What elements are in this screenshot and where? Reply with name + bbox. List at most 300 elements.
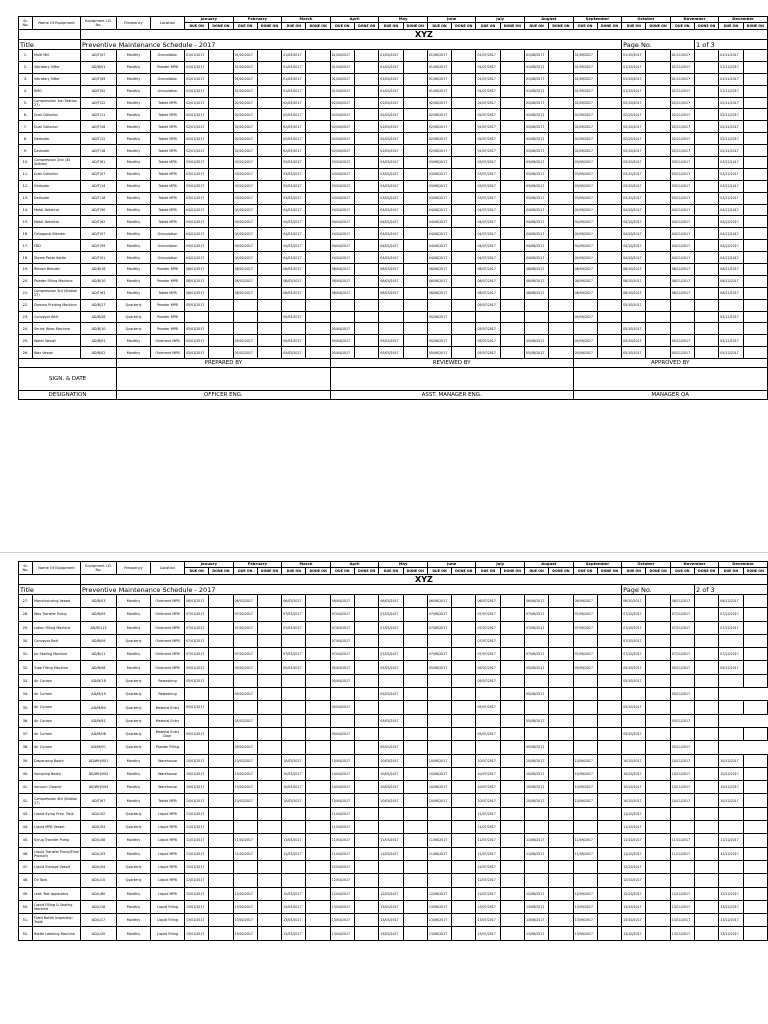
- due-on-date: 05/07/2017: [476, 335, 500, 347]
- done-on-date: [500, 109, 524, 121]
- due-on-date: 08/01/2017: [185, 275, 209, 287]
- due-on-date: 05/06/2017: [427, 347, 451, 359]
- col-frequency: Frequency: [117, 17, 151, 30]
- done-on-date: [403, 860, 427, 873]
- equipment-id: AD/B/02: [81, 347, 117, 359]
- done-on-header: DONE ON: [306, 23, 330, 30]
- done-on-date: [257, 73, 281, 85]
- month-header: May: [379, 17, 428, 23]
- due-on-date: 02/04/2017: [330, 121, 354, 133]
- due-on-date: 02/11/2017: [670, 109, 694, 121]
- due-on-header: DUE ON: [233, 568, 257, 575]
- done-on-date: [403, 887, 427, 900]
- due-on-date: 04/09/2017: [573, 240, 597, 252]
- done-on-date: [695, 323, 719, 335]
- frequency: Monthly: [117, 927, 151, 940]
- done-on-date: [306, 900, 330, 913]
- done-on-date: [500, 216, 524, 228]
- done-on-date: [646, 648, 670, 661]
- table-row: [19, 794, 768, 807]
- due-on-date: 08/04/2017: [330, 275, 354, 287]
- done-on-date: [597, 311, 621, 323]
- table-row: [19, 204, 768, 216]
- due-on-date: 10/03/2017: [282, 781, 306, 794]
- done-on-date: [209, 192, 233, 204]
- due-on-date: [719, 701, 743, 714]
- done-on-date: [500, 887, 524, 900]
- done-on-date: [257, 109, 281, 121]
- due-on-date: 02/03/2017: [282, 97, 306, 109]
- table-row: [19, 97, 768, 109]
- due-on-date: 10/03/2017: [282, 794, 306, 807]
- due-on-date: 02/06/2017: [427, 145, 451, 157]
- due-on-date: 04/10/2017: [622, 252, 646, 264]
- done-on-date: [355, 335, 379, 347]
- month-header: June: [427, 17, 476, 23]
- due-on-date: [476, 714, 500, 727]
- done-on-date: [306, 168, 330, 180]
- due-on-date: 13/02/2017: [233, 900, 257, 913]
- due-on-date: 05/09/2017: [573, 311, 597, 323]
- due-on-date: 03/05/2017: [379, 168, 403, 180]
- due-on-date: 06/11/2017: [670, 595, 694, 608]
- due-on-date: 13/03/2017: [282, 927, 306, 940]
- table-row: [19, 168, 768, 180]
- due-on-date: 03/07/2017: [476, 192, 500, 204]
- due-on-date: 10/07/2017: [476, 754, 500, 767]
- due-on-date: 13/09/2017: [573, 900, 597, 913]
- due-on-date: 07/03/2017: [282, 621, 306, 634]
- due-on-date: 01/05/2017: [379, 61, 403, 73]
- done-on-date: [306, 714, 330, 727]
- due-on-date: 12/11/2017: [670, 887, 694, 900]
- frequency: Monthly: [117, 264, 151, 276]
- done-on-date: [257, 927, 281, 940]
- due-on-date: [427, 688, 451, 701]
- due-on-date: 08/10/2017: [622, 275, 646, 287]
- due-on-date: 01/11/2017: [670, 85, 694, 97]
- due-on-date: [379, 807, 403, 820]
- done-on-date: [403, 847, 427, 860]
- month-header: February: [233, 562, 282, 568]
- done-on-date: [743, 61, 767, 73]
- location: Rewashing: [151, 688, 185, 701]
- col-id: Equipment I.D. No.: [81, 17, 117, 30]
- done-on-date: [597, 252, 621, 264]
- done-on-date: [209, 595, 233, 608]
- sr-no: 41.: [19, 781, 33, 794]
- done-on-date: [549, 794, 573, 807]
- due-on-date: 05/09/2017: [573, 347, 597, 359]
- done-on-date: [257, 741, 281, 754]
- due-on-date: 10/06/2017: [427, 754, 451, 767]
- due-on-date: [330, 741, 354, 754]
- done-on-date: [452, 874, 476, 887]
- done-on-date: [743, 145, 767, 157]
- due-on-date: 03/02/2017: [233, 157, 257, 169]
- done-on-header: DONE ON: [743, 568, 767, 575]
- equipment-id: AD/B/28: [81, 311, 117, 323]
- due-on-date: 05/11/2017: [670, 688, 694, 701]
- due-on-date: 13/03/2017: [282, 900, 306, 913]
- due-on-date: [282, 323, 306, 335]
- due-on-date: 01/08/2017: [525, 85, 549, 97]
- equipment-name: Metal Detector: [33, 216, 81, 228]
- done-on-date: [452, 608, 476, 621]
- due-on-date: 01/06/2017: [427, 61, 451, 73]
- done-on-date: [549, 860, 573, 873]
- due-on-date: 11/04/2017: [330, 834, 354, 847]
- done-on-date: [209, 97, 233, 109]
- done-on-date: [500, 794, 524, 807]
- done-on-date: [452, 914, 476, 927]
- due-on-date: [573, 674, 597, 687]
- done-on-date: [743, 767, 767, 780]
- done-on-date: [452, 109, 476, 121]
- due-on-date: 03/07/2017: [476, 180, 500, 192]
- done-on-date: [355, 794, 379, 807]
- done-on-header: DONE ON: [695, 568, 719, 575]
- done-on-date: [743, 133, 767, 145]
- done-on-date: [597, 204, 621, 216]
- done-on-date: [403, 595, 427, 608]
- done-on-date: [695, 794, 719, 807]
- due-on-date: [670, 311, 694, 323]
- done-on-date: [403, 252, 427, 264]
- equipment-name: FBD: [33, 240, 81, 252]
- due-on-date: [573, 701, 597, 714]
- done-on-date: [597, 180, 621, 192]
- due-on-date: 03/09/2017: [573, 180, 597, 192]
- due-on-date: 03/06/2017: [427, 157, 451, 169]
- due-on-date: 03/10/2017: [622, 168, 646, 180]
- due-on-date: 07/03/2017: [282, 608, 306, 621]
- due-on-date: 11/11/2017: [670, 834, 694, 847]
- reviewed-by: REVIEWED BY: [330, 359, 573, 368]
- due-on-date: 05/12/2017: [719, 661, 743, 674]
- done-on-date: [500, 648, 524, 661]
- done-on-date: [500, 85, 524, 97]
- due-on-date: [670, 860, 694, 873]
- equipment-id: AD/M/80: [81, 701, 117, 714]
- due-on-date: 11/02/2017: [233, 834, 257, 847]
- done-on-header: DONE ON: [355, 568, 379, 575]
- due-on-header: DUE ON: [476, 23, 500, 30]
- due-on-date: 08/10/2017: [622, 287, 646, 299]
- due-on-date: 12/10/2017: [622, 860, 646, 873]
- done-on-date: [549, 887, 573, 900]
- prepared-by: PREPARED BY: [117, 359, 331, 368]
- due-on-date: 02/10/2017: [622, 145, 646, 157]
- sr-no: 51.: [19, 914, 33, 927]
- done-on-date: [306, 621, 330, 634]
- due-on-date: 02/05/2017: [379, 121, 403, 133]
- done-on-date: [403, 299, 427, 311]
- equipment-name: Dust Collector: [33, 109, 81, 121]
- location: Granulation: [151, 85, 185, 97]
- due-on-date: 05/03/2017: [282, 311, 306, 323]
- done-on-date: [549, 927, 573, 940]
- done-on-date: [209, 821, 233, 834]
- sr-no: 6.: [19, 109, 33, 121]
- equipment-id: AD/T/62: [81, 216, 117, 228]
- due-on-date: 11/11/2017: [670, 847, 694, 860]
- done-on-date: [646, 287, 670, 299]
- done-on-date: [452, 767, 476, 780]
- done-on-date: [695, 648, 719, 661]
- due-on-date: 07/02/2017: [233, 648, 257, 661]
- due-on-date: [670, 634, 694, 647]
- due-on-date: 03/11/2017: [670, 157, 694, 169]
- due-on-header: DUE ON: [185, 568, 209, 575]
- location: Granulation: [151, 50, 185, 62]
- manager-designation: MANAGER QA: [573, 391, 767, 400]
- due-on-date: 03/08/2017: [525, 192, 549, 204]
- done-on-date: [257, 228, 281, 240]
- done-on-date: [257, 299, 281, 311]
- due-on-date: 05/04/2017: [330, 661, 354, 674]
- due-on-date: 02/07/2017: [476, 109, 500, 121]
- due-on-date: [427, 807, 451, 820]
- due-on-date: 05/01/2017: [185, 701, 209, 714]
- col-name: Name Of Equipment: [33, 562, 81, 575]
- due-on-date: 06/01/2017: [185, 595, 209, 608]
- frequency: Monthly: [117, 133, 151, 145]
- equipment-id: AD/T/01: [81, 252, 117, 264]
- done-on-date: [549, 767, 573, 780]
- due-on-header: DUE ON: [476, 568, 500, 575]
- page-label: Page No.: [622, 585, 695, 595]
- done-on-date: [452, 335, 476, 347]
- done-on-date: [452, 634, 476, 647]
- due-on-date: 04/03/2017: [282, 240, 306, 252]
- done-on-date: [646, 621, 670, 634]
- due-on-date: 02/11/2017: [670, 121, 694, 133]
- done-on-date: [549, 741, 573, 754]
- location: Granulation: [151, 252, 185, 264]
- done-on-date: [209, 85, 233, 97]
- due-on-date: 04/12/2017: [719, 240, 743, 252]
- location: Ointment MPB: [151, 621, 185, 634]
- due-on-date: 10/11/2017: [670, 767, 694, 780]
- done-on-date: [597, 133, 621, 145]
- equipment-id: AD/L/02: [81, 807, 117, 820]
- done-on-date: [452, 727, 476, 740]
- table-row: [19, 275, 768, 287]
- due-on-date: 03/03/2017: [282, 168, 306, 180]
- due-on-date: [573, 634, 597, 647]
- due-on-date: 08/12/2017: [719, 264, 743, 276]
- done-on-date: [695, 204, 719, 216]
- equipment-id: AD/L/17: [81, 914, 117, 927]
- due-on-date: [670, 874, 694, 887]
- due-on-date: [573, 741, 597, 754]
- location: Ointment MPB: [151, 648, 185, 661]
- done-on-date: [209, 807, 233, 820]
- due-on-date: 01/11/2017: [670, 61, 694, 73]
- done-on-date: [355, 727, 379, 740]
- done-on-date: [355, 275, 379, 287]
- equipment-name: Liquid MPB Vessel: [33, 821, 81, 834]
- table-row: [19, 85, 768, 97]
- location: Ointment MPB: [151, 347, 185, 359]
- due-on-date: 13/05/2017: [379, 900, 403, 913]
- equipment-name: Jar Sealing Machine: [33, 648, 81, 661]
- done-on-date: [209, 914, 233, 927]
- due-on-date: 10/04/2017: [330, 781, 354, 794]
- done-on-date: [646, 688, 670, 701]
- due-on-date: 04/08/2017: [525, 216, 549, 228]
- done-on-date: [549, 674, 573, 687]
- location: Tablet MPB: [151, 121, 185, 133]
- due-on-date: 07/05/2017: [379, 621, 403, 634]
- table-row: [19, 133, 768, 145]
- done-on-date: [646, 61, 670, 73]
- done-on-date: [452, 860, 476, 873]
- due-on-date: 01/12/2017: [719, 50, 743, 62]
- done-on-date: [646, 109, 670, 121]
- due-on-date: 13/11/2017: [670, 900, 694, 913]
- due-on-date: 11/08/2017: [525, 847, 549, 860]
- due-on-date: 07/03/2017: [282, 648, 306, 661]
- due-on-date: 06/04/2017: [330, 595, 354, 608]
- done-on-date: [355, 180, 379, 192]
- due-on-date: [282, 874, 306, 887]
- due-on-date: 05/06/2017: [427, 335, 451, 347]
- done-on-date: [549, 621, 573, 634]
- done-on-date: [403, 216, 427, 228]
- due-on-date: [525, 323, 549, 335]
- done-on-date: [646, 145, 670, 157]
- due-on-date: 04/01/2017: [185, 204, 209, 216]
- equipment-name: Liquid Syrup Prep. Tank: [33, 807, 81, 820]
- done-on-date: [597, 807, 621, 820]
- equipment-name: Deduster: [33, 133, 81, 145]
- month-header: January: [185, 17, 234, 23]
- equipment-name: Deduster: [33, 180, 81, 192]
- due-on-date: [379, 674, 403, 687]
- due-on-date: 11/03/2017: [282, 834, 306, 847]
- done-on-date: [695, 109, 719, 121]
- due-on-date: 12/06/2017: [427, 887, 451, 900]
- due-on-header: DUE ON: [330, 23, 354, 30]
- location: Granulation: [151, 228, 185, 240]
- done-on-date: [646, 192, 670, 204]
- due-on-date: 01/03/2017: [282, 85, 306, 97]
- done-on-date: [646, 204, 670, 216]
- due-on-date: 05/11/2017: [670, 741, 694, 754]
- done-on-date: [743, 287, 767, 299]
- equipment-id: AD/WH/002: [81, 767, 117, 780]
- done-on-date: [257, 180, 281, 192]
- done-on-date: [743, 73, 767, 85]
- schedule-table-1: [18, 16, 768, 400]
- done-on-date: [452, 741, 476, 754]
- due-on-date: 08/02/2017: [233, 264, 257, 276]
- due-on-date: 05/07/2017: [476, 299, 500, 311]
- equipment-id: AD/B/27: [81, 299, 117, 311]
- done-on-date: [403, 133, 427, 145]
- done-on-date: [209, 335, 233, 347]
- due-on-date: 02/02/2017: [233, 97, 257, 109]
- done-on-date: [209, 347, 233, 359]
- due-on-date: 10/10/2017: [622, 794, 646, 807]
- designation-label: DESIGNATION: [19, 391, 117, 400]
- due-on-date: 03/10/2017: [622, 192, 646, 204]
- due-on-date: 08/01/2017: [185, 287, 209, 299]
- due-on-date: 01/08/2017: [525, 50, 549, 62]
- equipment-name: Compression 4th (Station 27): [33, 794, 81, 807]
- table-row: [19, 914, 768, 927]
- done-on-date: [257, 701, 281, 714]
- due-on-date: 04/01/2017: [185, 240, 209, 252]
- equipment-id: AD/T/07: [81, 228, 117, 240]
- done-on-date: [743, 834, 767, 847]
- due-on-date: 06/10/2017: [622, 595, 646, 608]
- due-on-date: 05/02/2017: [233, 714, 257, 727]
- done-on-date: [597, 714, 621, 727]
- done-on-date: [209, 216, 233, 228]
- done-on-date: [257, 754, 281, 767]
- due-on-date: [379, 311, 403, 323]
- due-on-date: 10/12/2017: [719, 781, 743, 794]
- due-on-date: 01/04/2017: [330, 50, 354, 62]
- due-on-date: 02/03/2017: [282, 133, 306, 145]
- table-row: [19, 216, 768, 228]
- due-on-date: 02/06/2017: [427, 133, 451, 145]
- due-on-date: 02/07/2017: [476, 121, 500, 133]
- due-on-date: [427, 874, 451, 887]
- sr-no: 48.: [19, 874, 33, 887]
- done-on-date: [743, 323, 767, 335]
- due-on-date: 04/10/2017: [622, 240, 646, 252]
- due-on-date: 01/05/2017: [379, 85, 403, 97]
- due-on-date: 03/05/2017: [379, 192, 403, 204]
- due-on-date: 13/09/2017: [573, 927, 597, 940]
- due-on-date: 07/06/2017: [427, 648, 451, 661]
- done-on-date: [452, 264, 476, 276]
- equipment-id: AD/T/07: [81, 168, 117, 180]
- due-on-date: 10/09/2017: [573, 754, 597, 767]
- done-on-date: [452, 192, 476, 204]
- done-on-date: [597, 216, 621, 228]
- table-row: [19, 180, 768, 192]
- done-on-date: [452, 61, 476, 73]
- due-on-date: 05/05/2017: [379, 661, 403, 674]
- done-on-date: [597, 754, 621, 767]
- due-on-date: 04/03/2017: [282, 252, 306, 264]
- due-on-date: 12/01/2017: [185, 887, 209, 900]
- table-row: [19, 192, 768, 204]
- frequency: Monthly: [117, 204, 151, 216]
- due-on-date: 05/04/2017: [330, 347, 354, 359]
- due-on-date: [185, 688, 209, 701]
- done-on-date: [549, 50, 573, 62]
- done-on-date: [209, 767, 233, 780]
- location: Ointment MPB: [151, 661, 185, 674]
- done-on-date: [355, 847, 379, 860]
- due-on-date: [427, 299, 451, 311]
- equipment-id: AD/B/113: [81, 621, 117, 634]
- done-on-date: [452, 714, 476, 727]
- done-on-date: [500, 145, 524, 157]
- frequency: Quarterly: [117, 874, 151, 887]
- due-on-header: DUE ON: [670, 23, 694, 30]
- due-on-date: 02/01/2017: [185, 97, 209, 109]
- due-on-date: [427, 727, 451, 740]
- due-on-date: 07/12/2017: [719, 608, 743, 621]
- done-on-date: [695, 228, 719, 240]
